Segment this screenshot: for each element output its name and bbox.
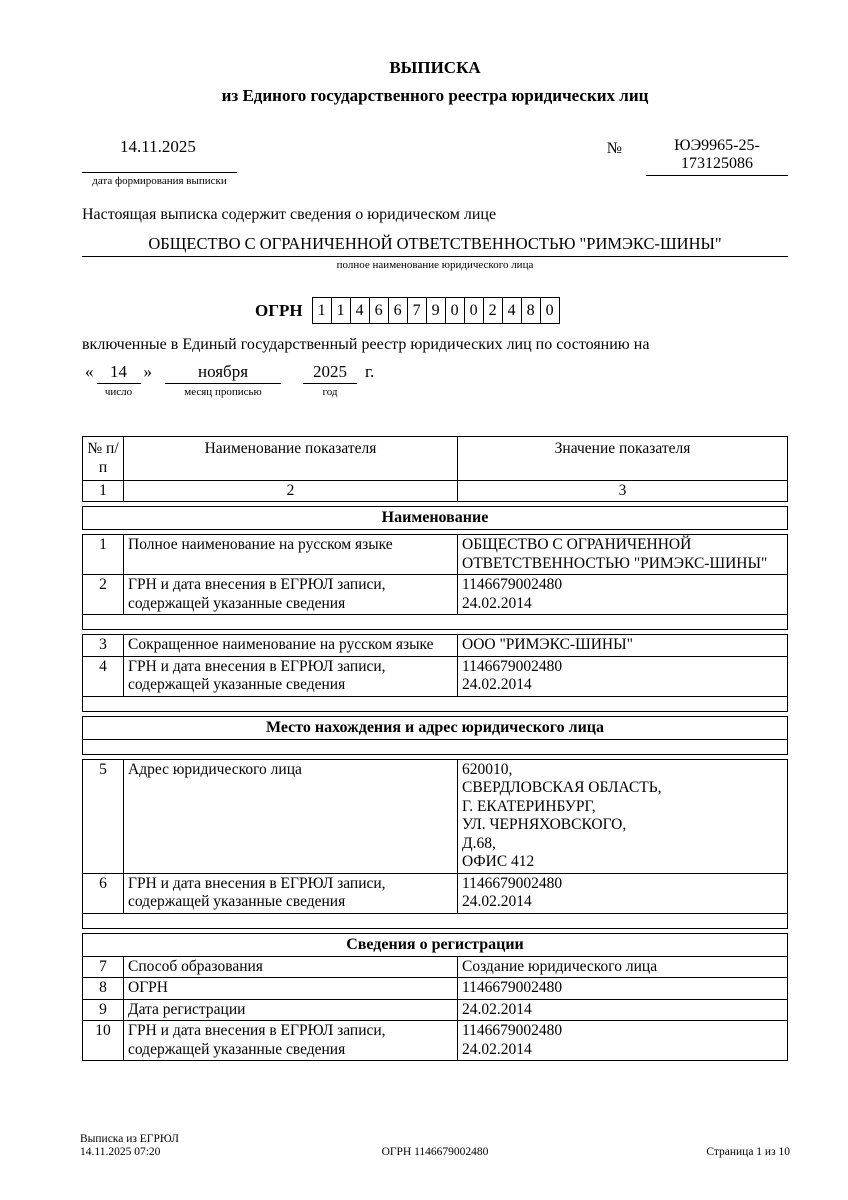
formation-date-value: 14.11.2025 xyxy=(82,137,237,173)
day-value: 14 xyxy=(97,362,141,384)
table-row xyxy=(83,759,788,873)
row-number-cell: 1 xyxy=(83,535,124,575)
table-row xyxy=(83,575,788,615)
indicator-name-cell: Адрес юридического лица xyxy=(124,759,458,873)
footer-ogrn: ОГРН 1146679002480 xyxy=(381,1146,489,1158)
close-quote: » xyxy=(143,362,152,381)
value-line: 1146679002480 xyxy=(462,657,563,675)
section-title-cell: Место нахождения и адрес юридического лица xyxy=(83,716,788,739)
indicator-name-cell: ГРН и дата внесения в ЕГРЮЛ записи, содержащей указанные сведения xyxy=(124,575,458,615)
section-table xyxy=(82,506,788,530)
indicator-value-cell xyxy=(458,999,788,1021)
value-line: 620010, xyxy=(462,760,513,778)
rows-table xyxy=(82,759,788,929)
company-name-caption: полное наименование юридического лица xyxy=(336,259,534,271)
formation-date-block xyxy=(82,137,237,188)
table-row xyxy=(83,535,788,575)
value-line: Г. ЕКАТЕРИНБУРГ, xyxy=(462,797,596,815)
value-line: 1146679002480 xyxy=(462,576,563,593)
indicators-header-table xyxy=(82,436,788,502)
table-header-row xyxy=(83,437,788,481)
indicator-name-cell: ГРН и дата внесения в ЕГРЮЛ записи, содержащей указанные сведения xyxy=(124,1021,458,1061)
indicator-name-cell: ГРН и дата внесения в ЕГРЮЛ записи, содержащей указанные сведения xyxy=(124,656,458,696)
intro-text: Настоящая выписка содержит сведения о юридическом лице xyxy=(82,206,497,223)
column-header-cell: № п/п xyxy=(83,437,124,481)
indicator-name-cell: ГРН и дата внесения в ЕГРЮЛ записи, содержащей указанные сведения xyxy=(124,873,458,913)
row-number-cell: 6 xyxy=(83,873,124,913)
indicator-value-cell xyxy=(458,656,788,696)
value-line: ОФИС 412 xyxy=(462,853,535,870)
month-value: ноября xyxy=(165,362,281,384)
spacer-row xyxy=(83,739,788,754)
ogrn-digit-cell: 2 xyxy=(483,297,503,324)
ogrn-label: ОГРН xyxy=(255,300,303,320)
value-line: 24.02.2014 xyxy=(462,1000,532,1018)
row-number-cell: 5 xyxy=(83,759,124,873)
document-subtitle: из Единого государственного реестра юридических лиц xyxy=(221,86,649,105)
footer-timestamp: 14.11.2025 07:20 xyxy=(80,1146,161,1158)
footer-doc-type: Выписка из ЕГРЮЛ xyxy=(80,1133,179,1145)
year-value: 2025 xyxy=(303,362,357,384)
spacer-row xyxy=(83,696,788,711)
row-number-cell: 10 xyxy=(83,1021,124,1061)
indicators-table-area xyxy=(82,436,788,1061)
footer-page-number: Страница 1 из 10 xyxy=(706,1146,791,1158)
indicator-value-cell xyxy=(458,956,788,978)
row-number-cell: 4 xyxy=(83,656,124,696)
value-line: 24.02.2014 xyxy=(462,893,532,910)
table-row xyxy=(83,999,788,1021)
value-line: 24.02.2014 xyxy=(462,1040,532,1058)
formation-date-caption: дата формирования выписки xyxy=(92,175,227,187)
number-sign: № xyxy=(606,140,622,157)
spacer-cell xyxy=(83,739,788,754)
document-title: ВЫПИСКА xyxy=(389,58,481,77)
spacer-row xyxy=(83,913,788,928)
value-line: Создание юридического лица xyxy=(462,957,658,975)
value-line: ООО "РИМЭКС-ШИНЫ" xyxy=(462,636,633,653)
indicator-value-cell xyxy=(458,759,788,873)
month-caption: месяц прописью xyxy=(184,386,262,398)
ogrn-digit-cell: 6 xyxy=(388,297,408,324)
table-row xyxy=(83,978,788,1000)
ogrn-digit-cell: 9 xyxy=(426,297,446,324)
section-table xyxy=(82,716,788,755)
rows-table xyxy=(82,634,788,712)
ogrn-digit-cell: 8 xyxy=(521,297,541,324)
open-quote: « xyxy=(85,362,94,381)
extract-number-line1: ЮЭ9965-25- xyxy=(674,137,760,154)
page-content xyxy=(0,57,848,1061)
ogrn-digit-boxes xyxy=(312,297,560,324)
value-line: 1146679002480 xyxy=(462,1022,563,1039)
included-line: включенные в Единый государственный реестр юридических лиц по состоянию на xyxy=(82,336,650,353)
spacer-cell xyxy=(83,913,788,928)
indicator-name-cell: ОГРН xyxy=(124,978,458,1000)
ogrn-digit-cell: 1 xyxy=(312,297,332,324)
extract-number-value xyxy=(646,137,788,176)
column-number-row xyxy=(83,481,788,502)
section-title-cell: Наименование xyxy=(83,507,788,530)
indicator-value-cell xyxy=(458,978,788,1000)
ogrn-digit-cell: 1 xyxy=(331,297,351,324)
row-number-cell: 3 xyxy=(83,635,124,657)
indicator-name-cell: Полное наименование на русском языке xyxy=(124,535,458,575)
table-row xyxy=(83,873,788,913)
column-header-cell: Значение показателя xyxy=(458,437,788,481)
indicator-name-cell: Сокращенное наименование на русском языке xyxy=(124,635,458,657)
indicator-value-cell xyxy=(458,873,788,913)
ogrn-digit-cell: 4 xyxy=(502,297,522,324)
value-line: Д.68, xyxy=(462,834,496,852)
value-line: 1146679002480 xyxy=(462,979,563,996)
indicator-name-cell: Способ образования xyxy=(124,956,458,978)
indicator-value-cell xyxy=(458,1021,788,1061)
column-number-cell: 3 xyxy=(458,481,788,502)
row-number-cell: 9 xyxy=(83,999,124,1021)
extract-number-line2: 173125086 xyxy=(681,155,753,172)
section-row xyxy=(83,507,788,530)
indicator-name-cell: Дата регистрации xyxy=(124,999,458,1021)
year-suffix: г. xyxy=(365,362,375,381)
ogrn-digit-cell: 0 xyxy=(464,297,484,324)
rows-table xyxy=(82,534,788,630)
ogrn-row xyxy=(82,297,788,324)
as-of-date-line xyxy=(82,362,788,399)
footer-left xyxy=(80,1133,317,1159)
ogrn-digit-cell: 4 xyxy=(350,297,370,324)
section-title-cell: Сведения о регистрации xyxy=(83,933,788,956)
indicator-value-cell xyxy=(458,575,788,615)
indicator-value-cell xyxy=(458,635,788,657)
spacer-row xyxy=(83,615,788,630)
value-line: ОБЩЕСТВО С ОГРАНИЧЕННОЙ ОТВЕТСТВЕННОСТЬЮ "РИМЭКС-ШИНЫ" xyxy=(462,536,768,572)
year-caption: год xyxy=(322,386,338,398)
extract-number-block xyxy=(607,137,788,188)
row-number-cell: 2 xyxy=(83,575,124,615)
month-field xyxy=(165,362,281,399)
spacer-cell xyxy=(83,696,788,711)
row-number-cell: 7 xyxy=(83,956,124,978)
value-line: 24.02.2014 xyxy=(462,594,532,612)
meta-row xyxy=(82,137,788,188)
spacer-cell xyxy=(83,615,788,630)
column-number-cell: 1 xyxy=(83,481,124,502)
ogrn-digit-cell: 0 xyxy=(540,297,560,324)
value-line: 24.02.2014 xyxy=(462,676,532,693)
ogrn-digit-cell: 7 xyxy=(407,297,427,324)
value-line: 1146679002480 xyxy=(462,874,563,892)
table-row xyxy=(83,656,788,696)
day-field xyxy=(97,362,141,399)
section-row xyxy=(83,933,788,956)
company-full-name: ОБЩЕСТВО С ОГРАНИЧЕННОЙ ОТВЕТСТВЕННОСТЬЮ "РИМЭКС-ШИНЫ" xyxy=(82,234,788,257)
ogrn-digit-cell: 0 xyxy=(445,297,465,324)
ogrn-digit-cell: 6 xyxy=(369,297,389,324)
column-header-cell: Наименование показателя xyxy=(124,437,458,481)
section-rows-table xyxy=(82,933,788,1062)
row-number-cell: 8 xyxy=(83,978,124,1000)
day-caption: число xyxy=(104,386,133,398)
value-line: УЛ. ЧЕРНЯХОВСКОГО, xyxy=(462,816,627,833)
indicator-value-cell xyxy=(458,535,788,575)
value-line: СВЕРДЛОВСКАЯ ОБЛАСТЬ, xyxy=(462,779,662,796)
page-footer xyxy=(80,1133,790,1159)
column-number-cell: 2 xyxy=(124,481,458,502)
table-row xyxy=(83,635,788,657)
table-row xyxy=(83,1021,788,1061)
table-row xyxy=(83,956,788,978)
year-field xyxy=(303,362,357,399)
section-row xyxy=(83,716,788,739)
